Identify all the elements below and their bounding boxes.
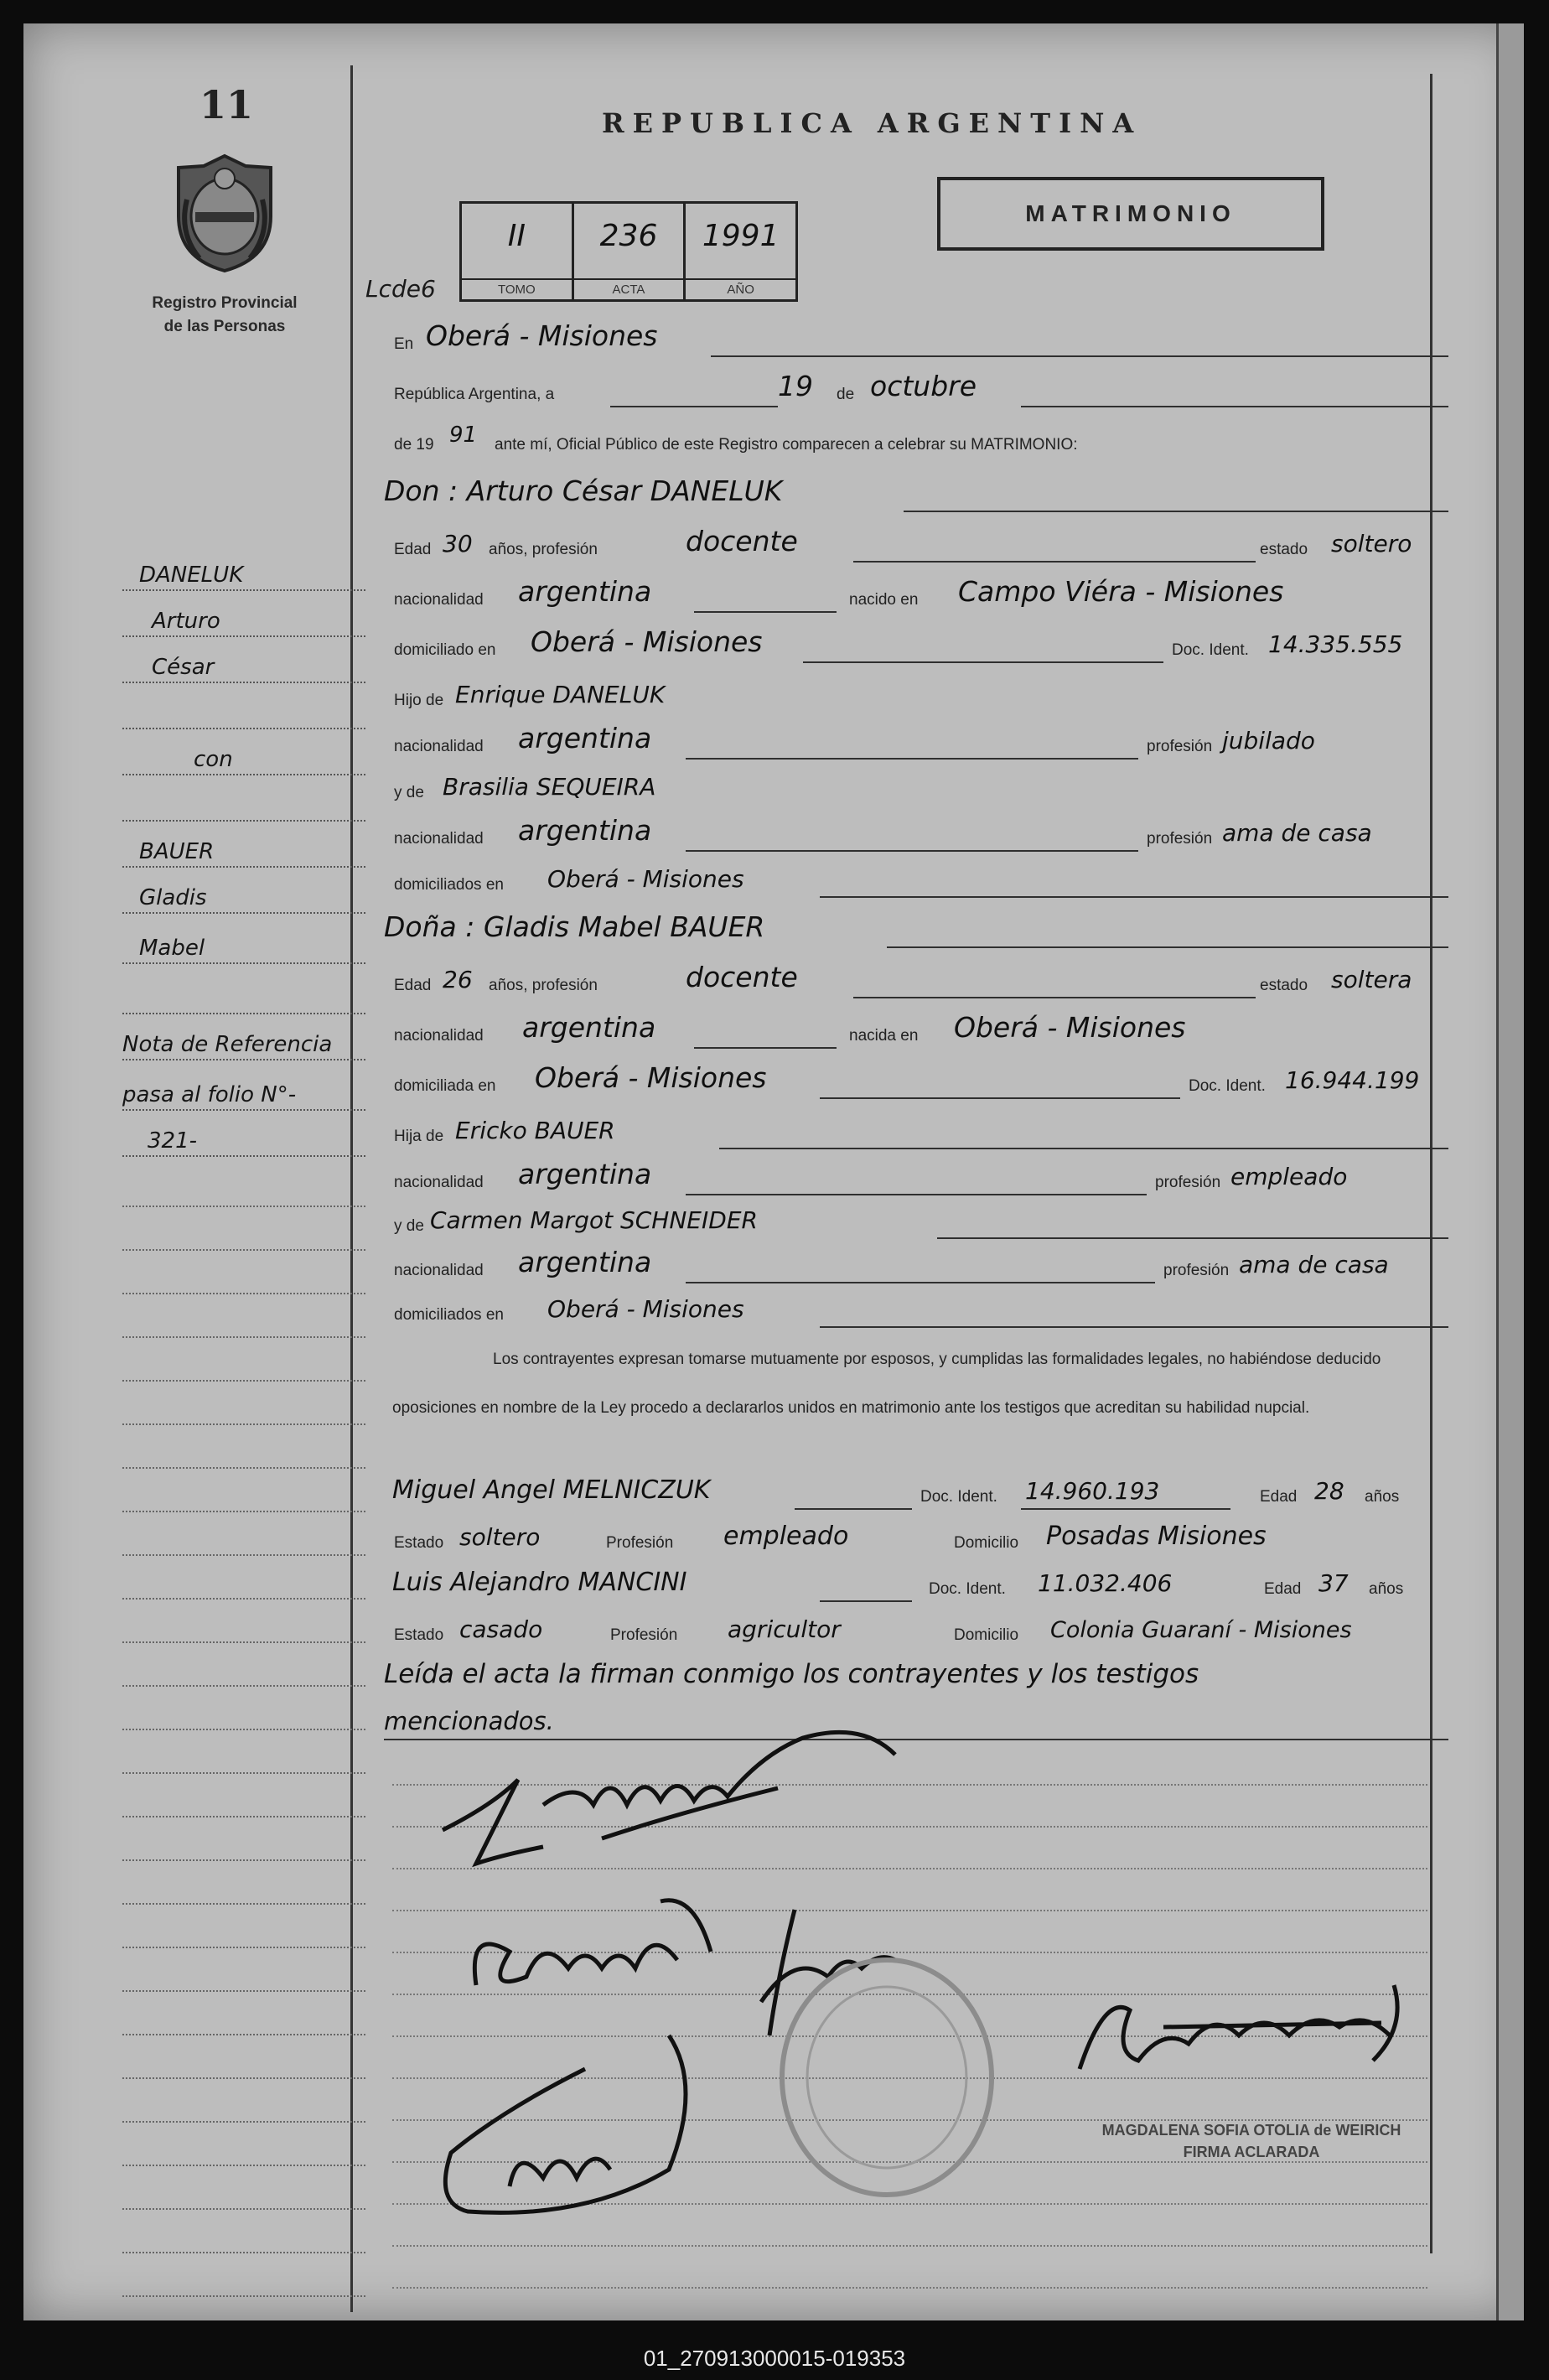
tomo-value: II [507, 219, 526, 253]
margin-nota3 [122, 1122, 365, 1160]
groom-status: soltero [1331, 530, 1412, 557]
doc-label: Doc. Ident. [1189, 1077, 1266, 1095]
witness2-doc: 11.032.406 [1038, 1569, 1173, 1597]
registry-line2: de las Personas [163, 318, 286, 335]
ruled-line [122, 1467, 365, 1469]
bride-birthplace: Oberá - Misiones [954, 1011, 1186, 1044]
bride-doc: 16.944.199 [1285, 1066, 1420, 1094]
dom-label: domiciliado en [394, 641, 496, 659]
bride-mother-profession: ama de casa [1239, 1251, 1389, 1278]
day-value: 19 [778, 370, 813, 402]
rule [122, 866, 365, 868]
declaration-paragraph: Los contrayentes expresan tomarse mutuamente por esposos, y cumplidas las formalidades legales, no habiéndose deducido oposiciones en nombre de la Ley procedo a declararlos unidos en matrimonio ante los testigos que acreditan su habilidad nupcial. [392, 1351, 1381, 1417]
nac-label: nacionalidad [394, 830, 484, 848]
estado-label: estado [1260, 541, 1308, 558]
margin-name2-bride [122, 929, 365, 967]
nac-label: nacionalidad [394, 591, 484, 609]
bride-age: 26 [443, 966, 473, 993]
tomo-cell [462, 204, 574, 299]
bride-parents-address: Oberá - Misiones [547, 1295, 744, 1323]
rule [1021, 406, 1448, 407]
prof-label: profesión [1163, 1262, 1230, 1279]
official-seal-icon [769, 1952, 1004, 2203]
witness1-address: Posadas Misiones [1046, 1522, 1267, 1551]
margin-spacer [122, 979, 365, 1018]
groom-name: Don : Arturo César DANELUK [384, 474, 783, 507]
act-type-box: MATRIMONIO [937, 177, 1324, 251]
bride-father: Ericko BAUER [455, 1117, 615, 1144]
bride-dom-row [384, 1061, 1448, 1104]
groom-nationality: argentina [518, 575, 652, 608]
bride-mother: Carmen Margot SCHNEIDER [430, 1206, 758, 1234]
bride-title-row [384, 910, 1448, 953]
rule [686, 850, 1138, 852]
rule [122, 1155, 365, 1157]
date-row [384, 370, 1448, 412]
witness1-profession: empleado [723, 1522, 849, 1551]
ruled-line [122, 1990, 365, 1992]
padres-dom-label: domiciliados en [394, 1306, 504, 1324]
coat-of-arms-icon [166, 149, 283, 275]
groom-profession: docente [686, 525, 798, 557]
witness1-doc: 14.960.193 [1025, 1477, 1160, 1505]
month-value: octubre [870, 370, 977, 402]
book-spine [1496, 23, 1524, 2320]
nac-label: nacionalidad [394, 1027, 484, 1045]
rule [122, 635, 365, 637]
ruled-line [122, 1729, 365, 1730]
anio-value: 1991 [702, 219, 780, 253]
witness2-status: casado [459, 1615, 543, 1643]
closing-line2: mencionados. [384, 1707, 554, 1735]
ruled-line [122, 1903, 365, 1905]
margin-nota1 [122, 1025, 365, 1064]
prof-label: Profesión [610, 1626, 678, 1644]
rule [711, 355, 1448, 357]
ruled-line [122, 1293, 365, 1294]
margin-name2-groom [122, 648, 365, 687]
groom-parents-address: Oberá - Misiones [547, 865, 744, 893]
groom-father-nat-row [384, 722, 1448, 765]
witness1-name: Miguel Angel MELNICZUK [392, 1475, 711, 1505]
margin-text: Mabel [139, 936, 205, 961]
ruled-line [392, 2287, 1427, 2289]
prof-label: Profesión [606, 1534, 674, 1552]
witness1-status: soltero [459, 1523, 541, 1551]
ruled-line [122, 2077, 365, 2079]
nac-label: nacionalidad [394, 1174, 484, 1191]
rule [1021, 1508, 1230, 1510]
margin-text: Arturo [152, 609, 220, 634]
rule [122, 589, 365, 591]
ruled-line [122, 1598, 365, 1600]
year-prefix: de 19 [394, 436, 434, 454]
bride-mother-nat-row [384, 1246, 1448, 1289]
edad-label: Edad [394, 541, 432, 558]
groom-address: Oberá - Misiones [531, 625, 763, 658]
official-signature-icon [1063, 1977, 1415, 2086]
bride-nat-row [384, 1011, 1448, 1054]
margin-rule [350, 65, 353, 2312]
ruled-line [122, 2208, 365, 2210]
rule [610, 406, 778, 407]
edad-label: Edad [1260, 1488, 1298, 1506]
estado-label: Estado [394, 1626, 444, 1644]
declaration-text: ante mí, Oficial Público de este Registro comparecen a celebrar su MATRIMONIO: [495, 436, 1078, 454]
ruled-line [122, 1947, 365, 1948]
margin-name1-bride [122, 879, 365, 917]
rule [803, 661, 1163, 663]
en-label: En [394, 335, 414, 353]
bride-name: Doña : Gladis Mabel BAUER [384, 910, 765, 943]
nac-label: nacionalidad [394, 1262, 484, 1279]
witness2-detail-row [384, 1616, 1448, 1653]
doc-label: Doc. Ident. [1172, 641, 1249, 659]
nacido-label: nacido en [849, 591, 919, 609]
ruled-line [122, 1772, 365, 1774]
rule [686, 1194, 1147, 1195]
acta-cell [574, 204, 686, 299]
rule [122, 1059, 365, 1060]
official-stamp [1071, 2119, 1432, 2163]
rule [820, 896, 1448, 898]
ruled-line [122, 2034, 365, 2035]
closing-line1: Leída el acta la firman conmigo los contrayentes y los testigos [384, 1659, 1199, 1689]
folio-number: 11 [199, 82, 254, 127]
padre-label: Hijo de [394, 692, 444, 709]
groom-title-row [384, 474, 1448, 517]
groom-age: 30 [443, 530, 473, 557]
edad-label: Edad [394, 977, 432, 994]
rule [820, 1326, 1448, 1328]
groom-mother-nationality: argentina [518, 814, 652, 847]
bride-nationality: argentina [522, 1011, 656, 1044]
witness2-name: Luis Alejandro MANCINI [392, 1568, 687, 1597]
doc-label: Doc. Ident. [929, 1580, 1006, 1598]
rule [820, 1600, 912, 1602]
place-value: Oberá - Misiones [426, 319, 658, 352]
groom-father-row [384, 682, 1448, 718]
bride-age-row [384, 961, 1448, 1003]
bride-mother-nationality: argentina [518, 1246, 652, 1278]
year-row [384, 423, 1448, 463]
ruled-line [122, 1336, 365, 1338]
stamp-line1: MAGDALENA SOFIA OTOLIA de WEIRICH [1101, 2122, 1401, 2139]
ruled-line [122, 1641, 365, 1643]
ruled-line [122, 1380, 365, 1382]
margin-surname-bride [122, 832, 365, 871]
stamp-line2: FIRMA ACLARADA [1183, 2144, 1320, 2160]
anios-label: años, profesión [489, 977, 598, 994]
bride-father-row [384, 1117, 1448, 1154]
groom-mother-row [384, 774, 1448, 811]
rule [694, 1047, 837, 1049]
rule [853, 997, 1256, 998]
registry-line1: Registro Provincial [152, 294, 298, 312]
bride-profession: docente [686, 961, 798, 993]
place-row [384, 319, 1448, 362]
rule [937, 1237, 1448, 1239]
image-code: 01_270913000015-019353 [643, 2346, 906, 2371]
witness2-age: 37 [1318, 1569, 1349, 1597]
bride-father-profession: empleado [1230, 1163, 1348, 1190]
groom-mother-nat-row [384, 814, 1448, 857]
book-code: Lcde6 [365, 275, 436, 303]
groom-nat-row [384, 575, 1448, 618]
margin-text: con [194, 747, 233, 772]
ruled-line [122, 1206, 365, 1207]
bride-father-nationality: argentina [518, 1158, 652, 1190]
rule [122, 1109, 365, 1111]
prof-label: profesión [1147, 738, 1213, 755]
groom-doc: 14.335.555 [1268, 630, 1403, 658]
margin-text: BAUER [139, 839, 215, 864]
anio-cell [686, 204, 795, 299]
groom-birthplace: Campo Viéra - Misiones [958, 575, 1284, 608]
rule [122, 820, 365, 822]
margin-text: César [152, 655, 215, 680]
registry-label [99, 292, 350, 339]
estado-label: Estado [394, 1534, 444, 1552]
ruled-line [122, 2165, 365, 2166]
rule [122, 728, 365, 729]
groom-mother-profession: ama de casa [1222, 819, 1372, 847]
dom-label: domiciliada en [394, 1077, 496, 1095]
country-title: REPUBLICA ARGENTINA [602, 107, 1142, 139]
tomo-label: TOMO [462, 278, 572, 299]
rule [820, 1097, 1180, 1099]
bride-father-nat-row [384, 1158, 1448, 1200]
ruled-line [122, 2252, 365, 2253]
groom-parents-dom-row [384, 866, 1448, 903]
padres-dom-label: domiciliados en [394, 876, 504, 894]
margin-spacer [122, 786, 365, 825]
rule [122, 912, 365, 914]
ruled-line [122, 1554, 365, 1556]
de-label: de [837, 386, 855, 403]
rule [122, 774, 365, 775]
margin-text: DANELUK [139, 563, 244, 588]
doc-label: Doc. Ident. [920, 1488, 997, 1506]
ruled-line [122, 1816, 365, 1817]
margin-text: 321- [148, 1128, 198, 1154]
ruled-line [122, 1511, 365, 1512]
nac-label: nacionalidad [394, 738, 484, 755]
anios-label: años [1365, 1488, 1400, 1506]
rule [122, 682, 365, 683]
ruled-line [392, 2245, 1427, 2247]
padre-label: Hija de [394, 1128, 444, 1145]
ruled-line [122, 2295, 365, 2297]
bride-signature-icon [459, 1876, 744, 2019]
rule [686, 758, 1138, 760]
bride-parents-dom-row [384, 1296, 1448, 1333]
nacida-label: nacida en [849, 1027, 919, 1045]
witness2-row [384, 1570, 1448, 1607]
margin-text: Gladis [139, 885, 207, 910]
ruled-line [122, 2121, 365, 2123]
margin-con [122, 740, 365, 779]
prof-label: profesión [1155, 1174, 1221, 1191]
ruled-line [122, 1685, 365, 1687]
bride-mother-row [384, 1207, 1448, 1244]
witness1-detail-row [384, 1524, 1448, 1561]
anio-label: AÑO [686, 278, 795, 299]
witness2-profession: agricultor [728, 1615, 841, 1643]
rule [719, 1148, 1448, 1149]
margin-name1-groom [122, 602, 365, 640]
rule [853, 561, 1256, 563]
groom-father: Enrique DANELUK [455, 681, 666, 708]
rule [904, 511, 1448, 512]
margin-nota2 [122, 1076, 365, 1114]
bride-status: soltera [1331, 966, 1412, 993]
groom-father-profession: jubilado [1222, 727, 1315, 754]
anios-label: años, profesión [489, 541, 598, 558]
groom-signature-icon [426, 1704, 929, 1889]
margin-spacer [122, 694, 365, 733]
estado-label: estado [1260, 977, 1308, 994]
year-suffix: 91 [449, 423, 478, 448]
groom-father-nationality: argentina [518, 722, 652, 754]
bride-address: Oberá - Misiones [535, 1061, 767, 1094]
volume-table [459, 201, 798, 302]
margin-text: pasa al folio N°- [122, 1082, 297, 1107]
witness2-signature-icon [417, 2019, 736, 2237]
rule [122, 1013, 365, 1014]
rule [795, 1508, 912, 1510]
groom-mother: Brasilia SEQUEIRA [443, 773, 656, 801]
rule [122, 962, 365, 964]
rep-label: República Argentina, a [394, 386, 555, 403]
rule [686, 1282, 1155, 1283]
margin-text: Nota de Referencia [122, 1032, 333, 1057]
rule [887, 946, 1448, 948]
ruled-line [122, 1423, 365, 1425]
witness1-row [384, 1475, 1448, 1515]
acta-label: ACTA [574, 278, 684, 299]
rule [694, 611, 837, 613]
dom-label: Domicilio [954, 1534, 1019, 1552]
groom-dom-row [384, 625, 1448, 668]
groom-age-row [384, 525, 1448, 568]
witness2-address: Colonia Guaraní - Misiones [1050, 1617, 1352, 1643]
edad-label: Edad [1264, 1580, 1302, 1598]
dom-label: Domicilio [954, 1626, 1019, 1644]
madre-label: y de [394, 1217, 424, 1235]
madre-label: y de [394, 784, 424, 801]
anios-label: años [1369, 1580, 1404, 1598]
margin-surname-groom [122, 556, 365, 594]
register-page [23, 23, 1524, 2320]
prof-label: profesión [1147, 830, 1213, 848]
witness1-age: 28 [1314, 1477, 1344, 1505]
acta-value: 236 [599, 219, 658, 253]
ruled-line [122, 1249, 365, 1251]
closing-row-1 [384, 1659, 1448, 1699]
ruled-line [122, 1859, 365, 1861]
